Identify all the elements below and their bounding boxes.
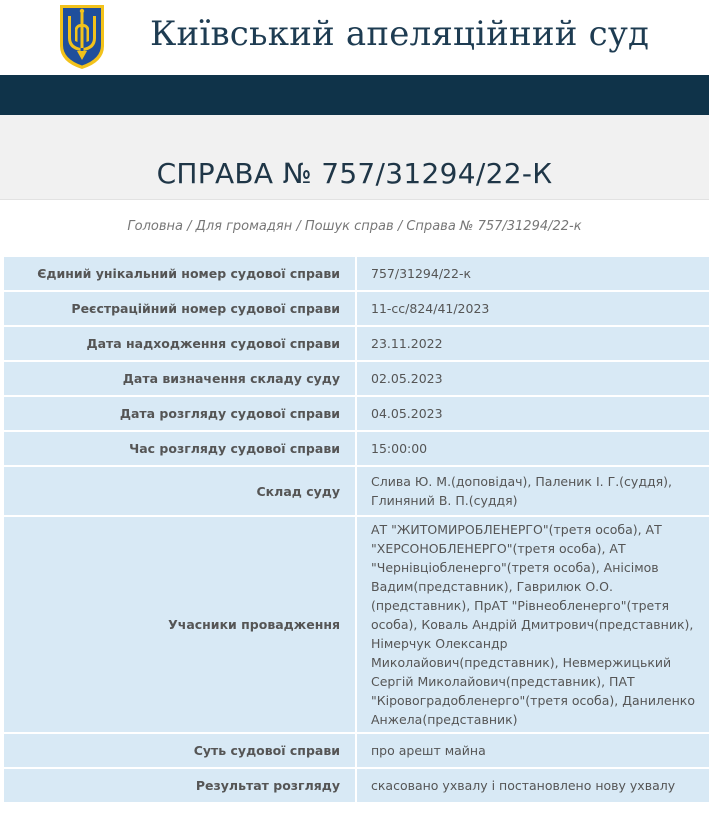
row-value-receipt-date: 23.11.2022 [357,327,709,362]
main-navigation-bar [0,75,709,115]
table-row [4,327,709,362]
table-row [4,257,709,292]
breadcrumb-separator: / [292,219,305,234]
breadcrumb-item-case-search[interactable]: Пошук справ [304,219,394,234]
row-label-receipt-date: Дата надходження судової справи [4,327,357,362]
row-value-case-subject: про арешт майна [357,734,709,769]
breadcrumb-separator: / [183,219,196,234]
row-label-unique-number: Єдиний унікальний номер судової справи [4,257,357,292]
breadcrumb-separator: / [393,219,407,234]
breadcrumb-item-citizens[interactable]: Для громадян [195,219,293,234]
table-row [4,734,709,769]
row-label-panel-date: Дата визначення складу суду [4,362,357,397]
row-value-participants: АТ "ЖИТОМИРОБЛЕНЕРГО"(третя особа), АТ "ХЕРСОНОБЛЕНЕРГО"(третя особа), АТ "Чернівціобленерго"(третя особа), Анісімов Вадим(представник), Гаврилюк О.О.(представник), ПрАТ "Рівнеобленерго"(третя особа), Коваль Андрій Дмитрович(представник), Німерчук Олександр Миколайович(представник), Невмержицький Сергій Миколайович(представник), ПАТ "Кіровоградобленерго"(третя особа), Даниленко Анжела(представник) [357,517,709,734]
row-value-hearing-date: 04.05.2023 [357,397,709,432]
row-label-registration-number: Реєстраційний номер судової справи [4,292,357,327]
row-value-registration-number: 11-сс/824/41/2023 [357,292,709,327]
table-row [4,769,709,804]
breadcrumb [0,219,709,234]
table-row [4,397,709,432]
court-name[interactable]: Київський апеляційний суд [150,14,650,54]
table-row [4,517,709,734]
row-label-participants: Учасники провадження [4,517,357,734]
table-row [4,292,709,327]
row-value-hearing-time: 15:00:00 [357,432,709,467]
breadcrumb-item-home[interactable]: Головна [127,219,183,234]
row-value-result: скасовано ухвалу і постановлено нову ухвалу [357,769,709,804]
row-value-court-panel: Слива Ю. М.(доповідач), Паленик І. Г.(суддя), Глиняний В. П.(суддя) [357,467,709,517]
row-label-hearing-date: Дата розгляду судової справи [4,397,357,432]
table-row [4,432,709,467]
trident-coat-of-arms-icon[interactable] [57,2,107,71]
row-label-case-subject: Суть судової справи [4,734,357,769]
table-row [4,467,709,517]
table-row [4,362,709,397]
row-label-court-panel: Склад суду [4,467,357,517]
row-label-result: Результат розгляду [4,769,357,804]
page-title: СПРАВА № 757/31294/22-К [156,157,553,190]
row-value-panel-date: 02.05.2023 [357,362,709,397]
breadcrumb-item-current-case: Справа № 757/31294/22-к [406,219,582,234]
row-label-hearing-time: Час розгляду судової справи [4,432,357,467]
row-value-unique-number: 757/31294/22-к [357,257,709,292]
case-details-table [4,257,709,804]
site-header [0,0,709,75]
